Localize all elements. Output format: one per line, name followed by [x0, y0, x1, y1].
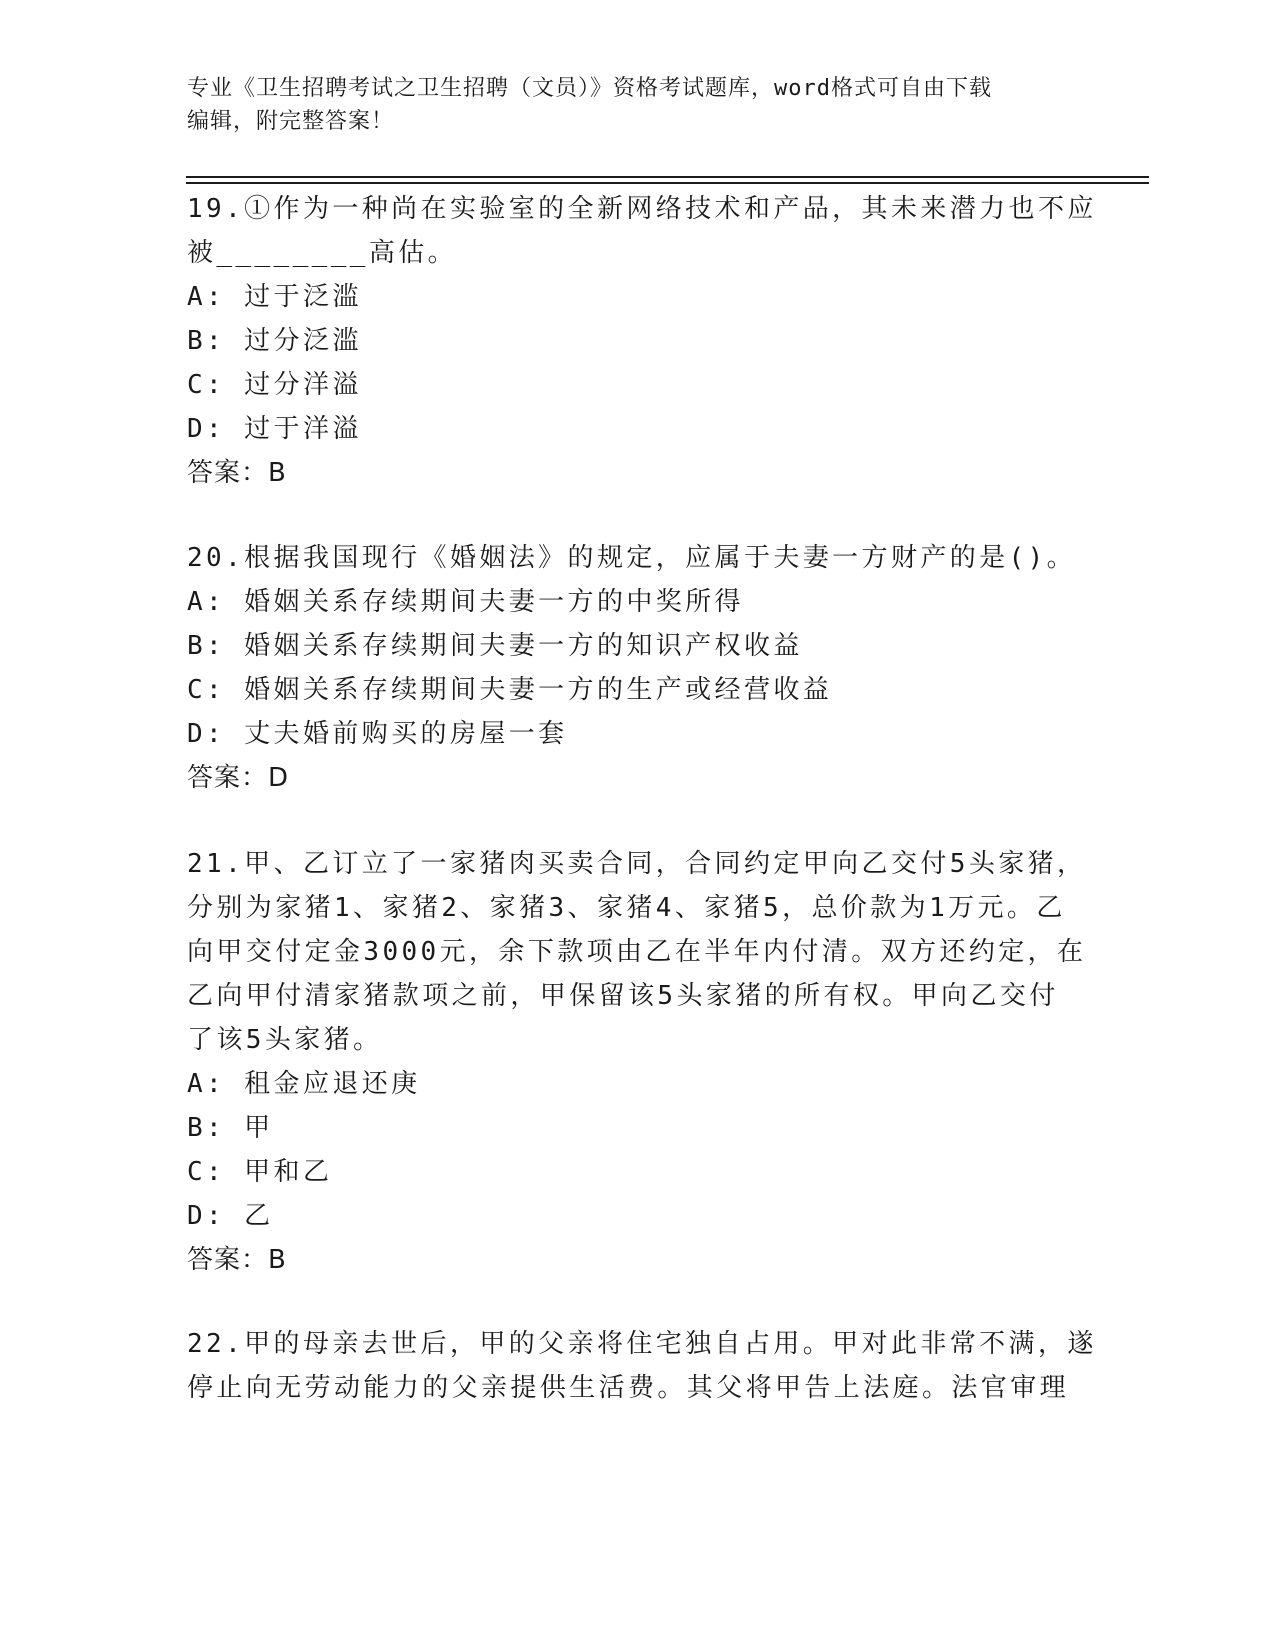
- question-text-line: 向甲交付定金3000元，余下款项由乙在半年内付清。双方还约定，在: [187, 937, 1087, 967]
- option-d: D: 过于洋溢: [187, 414, 362, 444]
- answer-text: 答案：B: [187, 458, 287, 488]
- header-line-1: 专业《卫生招聘考试之卫生招聘（文员）》资格考试题库，word格式可自由下载: [187, 76, 992, 101]
- document-header: [187, 72, 1087, 138]
- option-b: B: 甲: [187, 1113, 274, 1143]
- question-text-line: 停止向无劳动能力的父亲提供生活费。其父将甲告上法庭。法官审理: [187, 1373, 1070, 1403]
- option-c: C: 甲和乙: [187, 1157, 333, 1187]
- option-b: B: 过分泛滥: [187, 326, 362, 356]
- header-divider-top: [186, 176, 1149, 178]
- option-a: A: 过于泛滥: [187, 282, 362, 312]
- option-b: B: 婚姻关系存续期间夫妻一方的知识产权收益: [187, 631, 803, 661]
- option-c: C: 婚姻关系存续期间夫妻一方的生产或经营收益: [187, 675, 833, 705]
- question-text-line: 19.①作为一种尚在实验室的全新网络技术和产品，其未来潜力也不应: [187, 194, 1097, 224]
- question-text-line: 乙向甲付清家猪款项之前，甲保留该5头家猪的所有权。甲向乙交付: [187, 981, 1059, 1011]
- option-d: D: 乙: [187, 1201, 274, 1231]
- header-line-2: 编辑，附完整答案！: [187, 109, 395, 134]
- question-text-line: 20.根据我国现行《婚姻法》的规定，应属于夫妻一方财产的是()。: [187, 543, 1077, 573]
- option-c: C: 过分洋溢: [187, 370, 362, 400]
- option-a: A: 婚姻关系存续期间夫妻一方的中奖所得: [187, 587, 744, 617]
- question-text-line: 被________高估。: [187, 238, 458, 268]
- question-text-line: 了该5头家猪。: [187, 1025, 383, 1055]
- answer-text: 答案：D: [187, 763, 290, 793]
- answer-text: 答案：B: [187, 1245, 287, 1275]
- question-text-line: 分别为家猪1、家猪2、家猪3、家猪4、家猪5，总价款为1万元。乙: [187, 893, 1066, 923]
- question-text-line: 22.甲的母亲去世后，甲的父亲将住宅独自占用。甲对此非常不满，遂: [187, 1329, 1097, 1359]
- option-d: D: 丈夫婚前购买的房屋一套: [187, 719, 568, 749]
- header-divider-bottom: [186, 182, 1149, 184]
- option-a: A: 租金应退还庚: [187, 1069, 421, 1099]
- question-text-line: 21.甲、乙订立了一家猪肉买卖合同，合同约定甲向乙交付5头家猪，: [187, 849, 1087, 879]
